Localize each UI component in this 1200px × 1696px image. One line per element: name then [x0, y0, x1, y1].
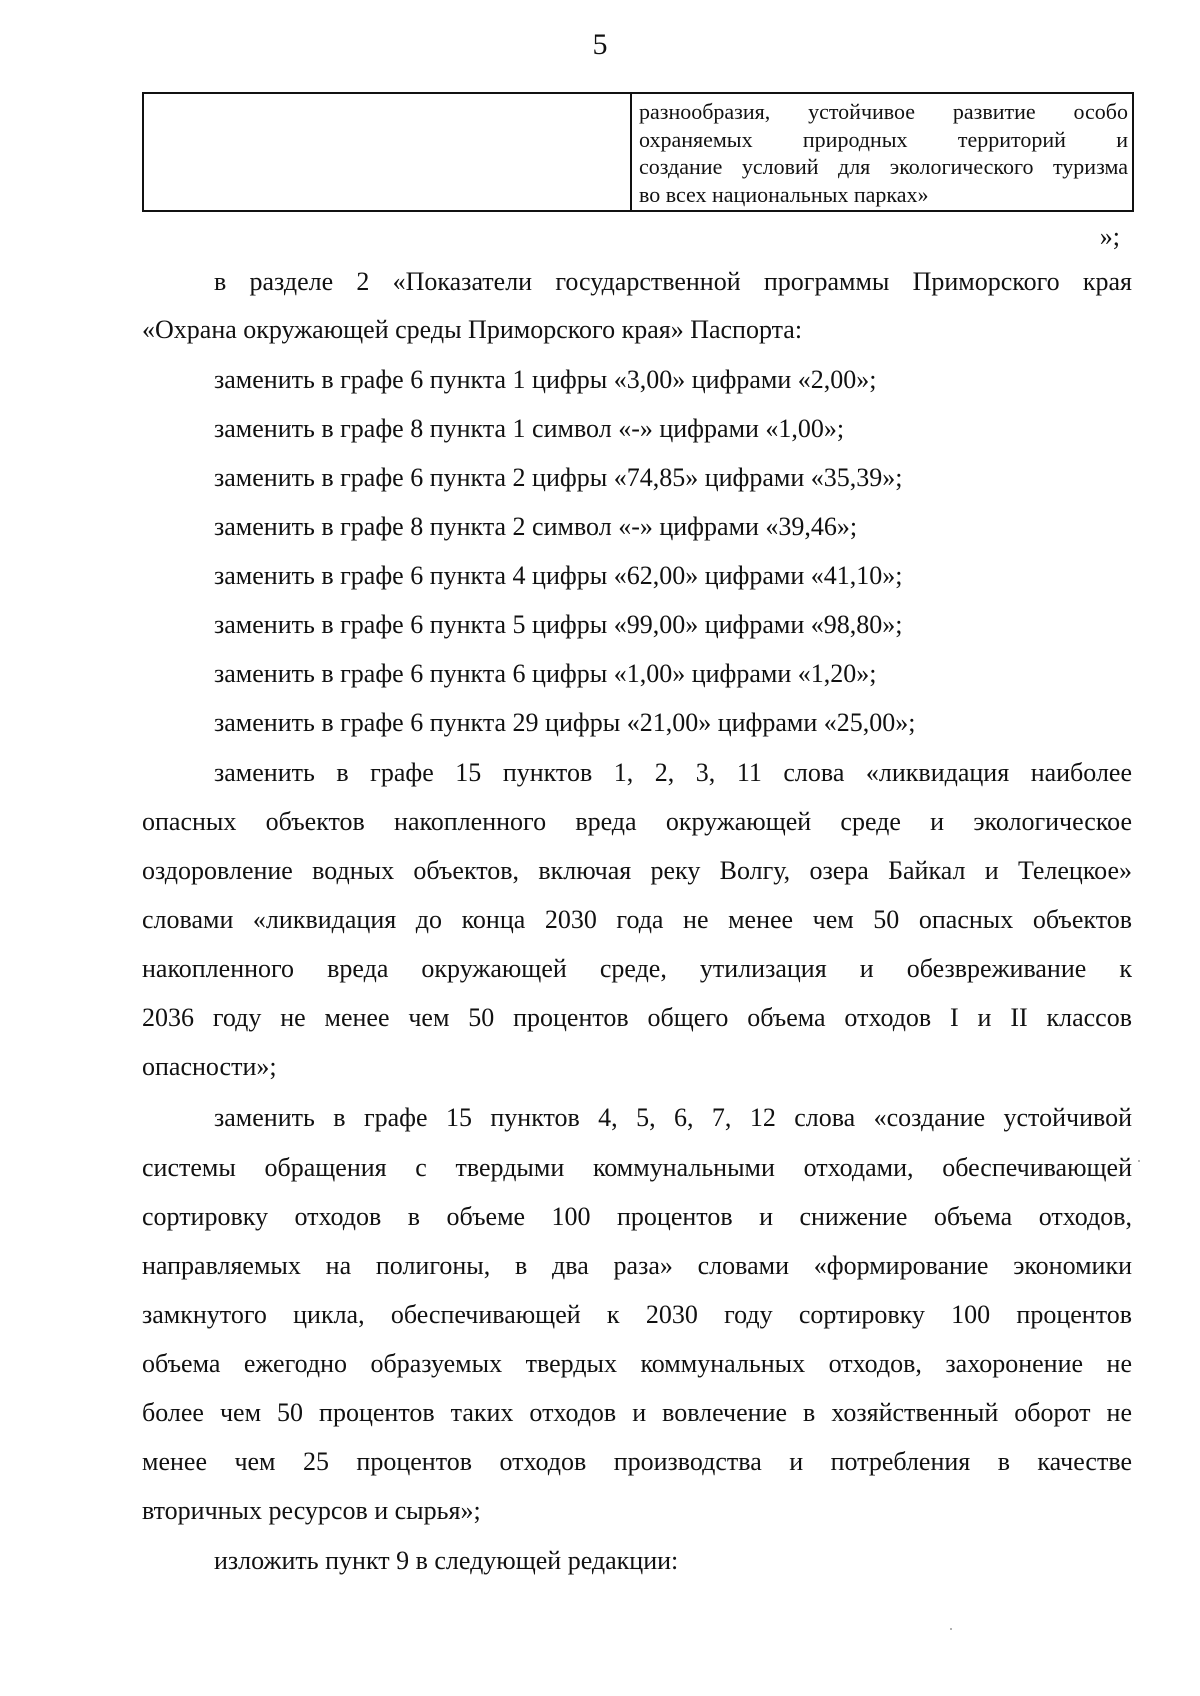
paragraph-b-line: заменить в графе 15 пунктов 4, 5, 6, 7, 12 слова «создание устойчивой: [214, 1103, 1132, 1132]
scan-speck: [950, 1628, 952, 1630]
paragraph-b-line: сортировку отходов в объеме 100 процентов и снижение объема отходов,: [142, 1202, 1132, 1231]
paragraph-a-line: оздоровление водных объектов, включая реку Волгу, озера Байкал и Телецкое»: [142, 856, 1132, 885]
table-text-line: разнообразия, устойчивое развитие особо: [639, 99, 1128, 124]
scan-speck: [1138, 1160, 1140, 1162]
replacement-item: заменить в графе 6 пункта 6 цифры «1,00» цифрами «1,20»;: [214, 659, 877, 688]
paragraph-b-line: вторичных ресурсов и сырья»;: [142, 1496, 481, 1525]
section-intro-line-2: «Охрана окружающей среды Приморского края» Паспорта:: [142, 315, 803, 344]
page-number: 5: [592, 28, 608, 61]
paragraph-b-line: менее чем 25 процентов отходов производства и потребления в качестве: [142, 1447, 1132, 1476]
table-text-line: создание условий для экологического туризма: [639, 154, 1128, 179]
paragraph-a-line: опасных объектов накопленного вреда окружающей среде и экологическое: [142, 807, 1132, 836]
continuation-table: [142, 92, 1134, 212]
table-text-line: охраняемых природных территорий и: [639, 126, 1128, 152]
paragraph-a-line: заменить в графе 15 пунктов 1, 2, 3, 11 слова «ликвидация наиболее: [214, 758, 1132, 787]
replacement-item: заменить в графе 6 пункта 2 цифры «74,85» цифрами «35,39»;: [214, 463, 903, 492]
paragraph-b-line: объема ежегодно образуемых твердых коммунальных отходов, захоронение не: [142, 1349, 1132, 1378]
replacement-item: заменить в графе 6 пункта 5 цифры «99,00» цифрами «98,80»;: [214, 610, 903, 639]
paragraph-b-line: направляемых на полигоны, в два раза» словами «формирование экономики: [142, 1251, 1132, 1280]
section-intro-line-1: в разделе 2 «Показатели государственной программы Приморского края: [214, 267, 1132, 296]
paragraph-a-line: опасности»;: [142, 1052, 277, 1081]
paragraph-a-line: 2036 году не менее чем 50 процентов общего объема отходов I и II классов: [142, 1003, 1132, 1032]
replacement-item: заменить в графе 8 пункта 1 символ «-» цифрами «1,00»;: [214, 414, 845, 443]
table-cell-right: [632, 94, 1132, 210]
paragraph-b-line: более чем 50 процентов таких отходов и вовлечение в хозяйственный оборот не: [142, 1398, 1132, 1427]
paragraph-b-line: замкнутого цикла, обеспечивающей к 2030 году сортировку 100 процентов: [142, 1300, 1132, 1329]
paragraph-a-line: словами «ликвидация до конца 2030 года не менее чем 50 опасных объектов: [142, 905, 1132, 934]
paragraph-b-line: системы обращения с твердыми коммунальными отходами, обеспечивающей: [142, 1153, 1132, 1182]
replacement-item: заменить в графе 6 пункта 4 цифры «62,00» цифрами «41,10»;: [214, 561, 903, 590]
closing-quote: »;: [1099, 222, 1120, 251]
replacement-item: заменить в графе 8 пункта 2 символ «-» цифрами «39,46»;: [214, 512, 858, 541]
replacement-item: заменить в графе 6 пункта 29 цифры «21,00» цифрами «25,00»;: [214, 708, 916, 737]
table-cell-left: [144, 94, 632, 210]
final-line: изложить пункт 9 в следующей редакции:: [214, 1546, 679, 1575]
paragraph-a-line: накопленного вреда окружающей среде, утилизация и обезвреживание к: [142, 954, 1132, 983]
replacement-item: заменить в графе 6 пункта 1 цифры «3,00» цифрами «2,00»;: [214, 365, 877, 394]
table-text-line: во всех национальных парках»: [639, 181, 929, 207]
